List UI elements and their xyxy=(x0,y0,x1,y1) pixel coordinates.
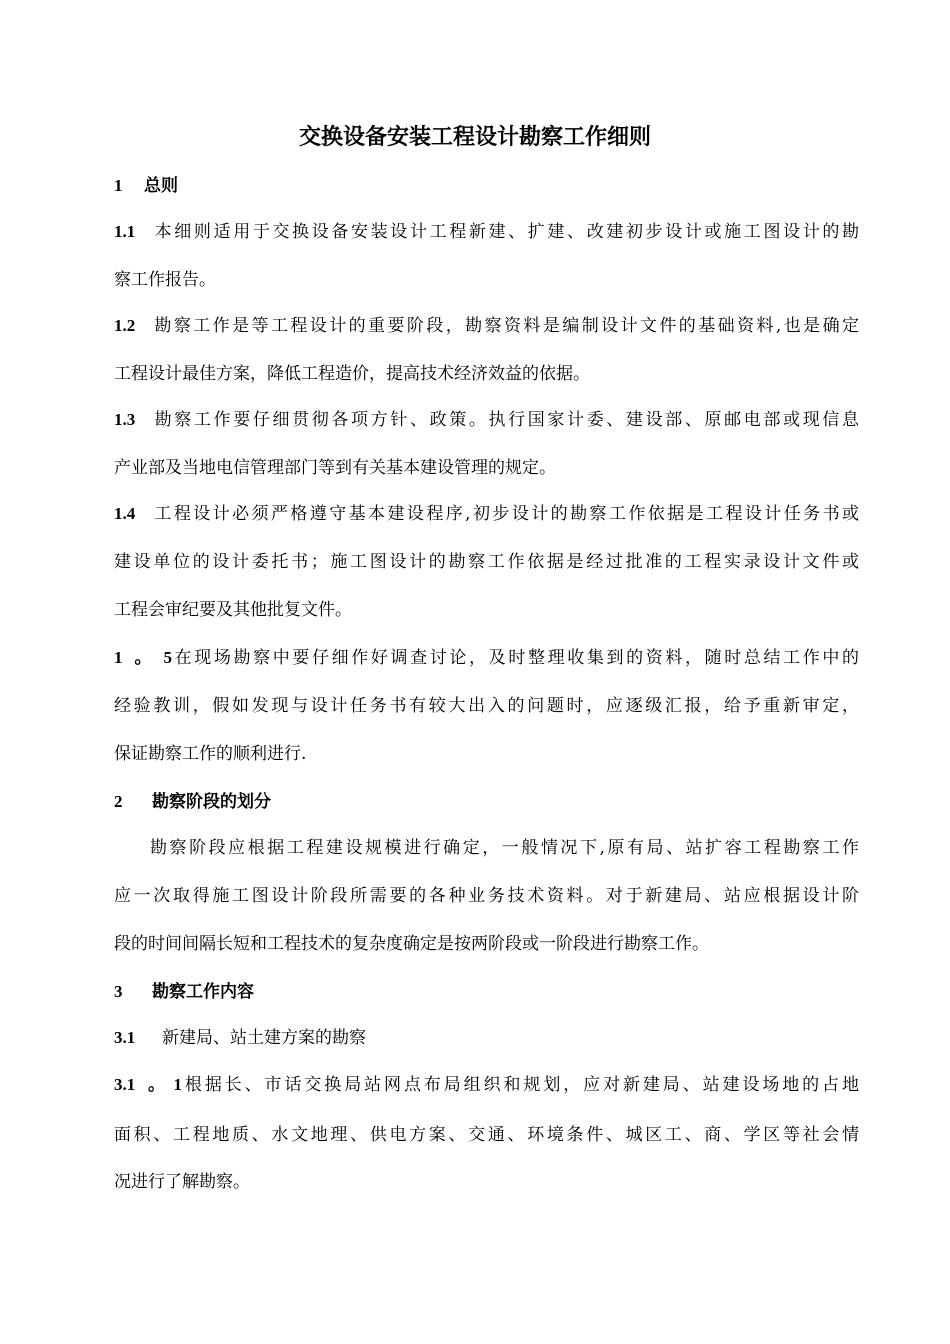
clause-number: 1.1 xyxy=(114,222,136,241)
paragraph-2-line-3: 段的时间间隔长短和工程技术的复杂度确定是按两阶段或一阶段进行勘察工作。 xyxy=(114,934,709,954)
clause-text: 在现场勘察中要仔细作好调查讨论，及时整理收集到的资料，随时总结工作中的 xyxy=(172,648,859,668)
subsection-3-1 xyxy=(114,1026,859,1050)
clause-number: 1.4 xyxy=(114,504,136,523)
clause-text: 根据长、市话交换局站网点布局组织和规划，应对新建局、站建设场地的占地 xyxy=(182,1075,859,1095)
clause-text: 勘察工作是等工程设计的重要阶段，勘察资料是编制设计文件的基础资料,也是确定 xyxy=(152,316,859,336)
clause-text: 新建局、站土建方案的勘察 xyxy=(162,1028,366,1048)
paragraph-2-line-2: 应一次取得施工图设计阶段所需要的各种业务技术资料。对于新建局、站应根据设计阶 xyxy=(114,886,859,906)
paragraph-1-5-line-3: 保证勘察工作的顺利进行. xyxy=(114,744,307,764)
paragraph-1-2-line-2: 工程设计最佳方案，降低工程造价，提高技术经济效益的依据。 xyxy=(114,364,590,384)
document-title: 交换设备安装工程设计勘察工作细则 xyxy=(298,124,651,150)
paragraph-1-5-line-1 xyxy=(114,646,859,670)
section-title: 勘察阶段的划分 xyxy=(152,792,271,812)
clause-text: 勘察工作要仔细贯彻各项方针、政策。执行国家计委、建设部、原邮电部或现信息 xyxy=(152,410,859,430)
paragraph-1-4-line-3: 工程会审纪要及其他批复文件。 xyxy=(114,600,352,620)
paragraph-1-1-line-2: 察工作报告。 xyxy=(114,270,216,290)
paragraph-1-5-line-2: 经验教训，假如发现与设计任务书有较大出入的问题时，应逐级汇报，给予重新审定， xyxy=(114,696,859,716)
clause-number: 1.3 xyxy=(114,410,136,429)
paragraph-1-1-line-1 xyxy=(114,220,859,244)
clause-number: 3.1 。1 xyxy=(114,1075,182,1094)
section-heading-2 xyxy=(114,790,859,814)
paragraph-3-1-1-line-1 xyxy=(114,1073,859,1097)
section-number: 3 xyxy=(114,982,123,1001)
section-number: 1 xyxy=(114,176,123,195)
section-title: 勘察工作内容 xyxy=(152,982,254,1002)
paragraph-1-4-line-1 xyxy=(114,502,859,526)
paragraph-1-4-line-2: 建设单位的设计委托书；施工图设计的勘察工作依据是经过批准的工程实录设计文件或 xyxy=(114,552,859,572)
section-heading-1 xyxy=(114,174,859,198)
clause-text: 本细则适用于交换设备安装设计工程新建、扩建、改建初步设计或施工图设计的勘 xyxy=(152,222,859,242)
paragraph-3-1-1-line-2: 面积、工程地质、水文地理、供电方案、交通、环境条件、城区工、商、学区等社会情 xyxy=(114,1125,859,1145)
paragraph-1-3-line-2: 产业部及当地电信管理部门等到有关基本建设管理的规定。 xyxy=(114,458,556,478)
clause-number: 1。5 xyxy=(114,648,172,667)
section-heading-3 xyxy=(114,980,859,1004)
paragraph-1-2-line-1 xyxy=(114,314,859,338)
section-number: 2 xyxy=(114,792,123,811)
paragraph-2-line-1: 勘察阶段应根据工程建设规模进行确定，一般情况下,原有局、站扩容工程勘察工作 xyxy=(150,838,859,858)
clause-text: 工程设计必须严格遵守基本建设程序,初步设计的勘察工作依据是工程设计任务书或 xyxy=(152,504,859,524)
paragraph-1-3-line-1 xyxy=(114,408,859,432)
paragraph-3-1-1-line-3: 况进行了解勘察。 xyxy=(114,1172,250,1192)
section-title: 总则 xyxy=(144,176,178,196)
clause-number: 3.1 xyxy=(114,1028,136,1047)
clause-number: 1.2 xyxy=(114,316,136,335)
